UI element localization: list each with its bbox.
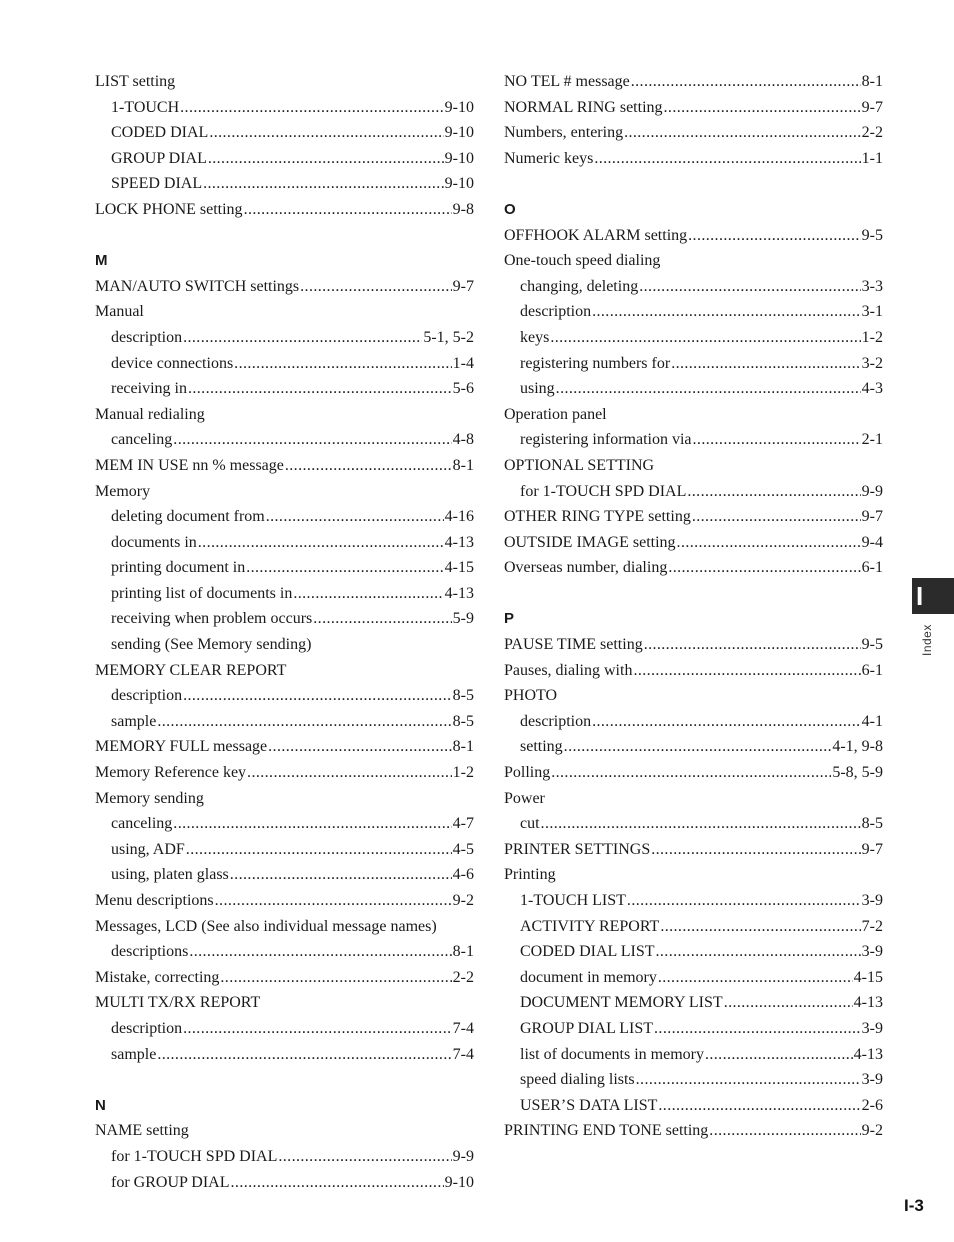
index-entry [504,862,883,888]
entry-term: using, ADF [111,840,185,858]
index-entry [95,965,474,991]
index-subentry [504,965,883,991]
entry-page-ref: 9-9 [861,482,883,500]
entry-term: DOCUMENT MEMORY LIST [520,994,723,1012]
section-letter: O [504,200,516,218]
entry-term: Manual redialing [95,405,205,423]
entry-page-ref: 4-8 [452,431,474,449]
dot-leader [230,862,452,888]
index-subentry [95,530,474,556]
dot-leader [677,530,861,556]
entry-page-ref: 4-7 [452,815,474,833]
index-subentry [504,1016,883,1042]
dot-leader [188,376,452,402]
index-subentry [95,1016,474,1042]
index-subentry [95,1170,474,1196]
dot-leader [651,837,860,863]
index-subentry [95,811,474,837]
entry-term: CODED DIAL LIST [520,943,655,961]
entry-term: list of documents in memory [520,1045,704,1063]
index-subentry [95,862,474,888]
entry-page-ref: 9-5 [861,226,883,244]
dot-leader [313,606,451,632]
dot-leader [157,709,451,735]
index-entry [95,786,474,812]
index-subentry [95,95,474,121]
section-letter: N [95,1096,106,1114]
index-entry [504,683,883,709]
dot-leader [173,427,451,453]
entry-page-ref: 1-2 [452,764,474,782]
dot-leader [671,351,860,377]
dot-leader [183,1016,452,1042]
dot-leader [209,120,443,146]
section-gap [95,1067,474,1093]
dot-leader [594,146,860,172]
dot-leader [627,888,861,914]
entry-term: registering numbers for [520,354,671,372]
dot-leader [556,376,861,402]
entry-term: SPEED DIAL [111,175,203,193]
entry-page-ref: 9-5 [861,636,883,654]
entry-term: PRINTER SETTINGS [504,840,651,858]
entry-page-ref: 8-1 [861,73,883,90]
entry-term: sample [111,712,157,730]
index-subentry [504,888,883,914]
entry-term: deleting document from [111,508,265,526]
entry-term: documents in [111,533,197,551]
dot-leader [658,1093,860,1119]
entry-page-ref: 4-1 [861,712,883,730]
entry-page-ref: 4-15 [444,559,474,577]
entry-term: sample [111,1045,157,1063]
dot-leader [654,1016,861,1042]
index-subentry [504,914,883,940]
entry-term: for 1-TOUCH SPD DIAL [520,482,687,500]
index-subentry [95,351,474,377]
index-subentry [95,606,474,632]
entry-term: using [520,380,555,398]
dot-leader [687,479,860,505]
entry-term: device connections [111,354,234,372]
index-entry [95,990,474,1016]
entry-term: GROUP DIAL LIST [520,1019,654,1037]
dot-leader [644,632,861,658]
index-subentry [504,427,883,453]
entry-term: LOCK PHONE setting [95,200,243,218]
entry-page-ref: 4-5 [452,840,474,858]
entry-page-ref: 4-6 [452,866,474,884]
entry-term: LIST setting [95,73,176,90]
entry-term: Mistake, correcting [95,968,220,986]
index-entry [95,299,474,325]
dot-leader [660,914,860,940]
index-subentry [95,1042,474,1068]
index-subentry [95,120,474,146]
index-entry [95,197,474,223]
entry-term: speed dialing lists [520,1071,635,1089]
index-subentry [504,939,883,965]
entry-term: CODED DIAL [111,124,209,142]
dot-leader [639,274,860,300]
entry-page-ref: 1-2 [861,328,883,346]
index-subentry [504,479,883,505]
index-entry [504,402,883,428]
dot-leader [278,1144,451,1170]
entry-term: OFFHOOK ALARM setting [504,226,688,244]
index-subentry [95,376,474,402]
entry-term: Memory sending [95,789,204,807]
dot-leader [189,939,451,965]
entry-term: description [111,328,183,346]
entry-term: OUTSIDE IMAGE setting [504,533,676,551]
index-entry [95,734,474,760]
dot-leader [631,69,861,95]
index-entry [95,760,474,786]
entry-term: OPTIONAL SETTING [504,456,655,474]
entry-term: One-touch speed dialing [504,252,661,270]
index-subentry [504,734,883,760]
index-subentry [504,1093,883,1119]
entry-page-ref: 9-7 [452,277,474,295]
index-entry [504,530,883,556]
entry-term: cut [520,815,540,833]
section-tab: I [912,578,954,614]
entry-page-ref: 5-8, 5-9 [832,764,883,782]
page-number: I-3 [904,1196,924,1215]
dot-leader [266,504,444,530]
index-entry [504,504,883,530]
index-entry [504,69,883,95]
index-subentry [504,811,883,837]
index-entry [95,69,474,95]
entry-term: canceling [111,431,173,449]
dot-leader [244,197,452,223]
entry-page-ref: 7-2 [861,917,883,935]
entry-page-ref: 9-7 [861,508,883,526]
entry-term: sending (See Memory sending) [111,636,312,654]
entry-page-ref: 4-15 [853,968,883,986]
index-subentry [504,299,883,325]
index-subentry [95,1144,474,1170]
entry-term: description [520,303,592,321]
entry-page-ref: 3-9 [861,892,883,909]
entry-term: MEMORY CLEAR REPORT [95,661,287,679]
entry-page-ref: 3-2 [861,354,883,372]
entry-term: registering information via [520,431,692,449]
index-entry [504,95,883,121]
dot-leader [300,274,452,300]
index-entry [95,479,474,505]
dot-leader [668,555,860,581]
entry-term: Numeric keys [504,149,594,167]
index-entry [504,837,883,863]
index-entry [504,632,883,658]
entry-term: Operation panel [504,405,607,423]
dot-leader [247,760,452,786]
entry-term: Printing [504,866,556,884]
dot-leader [183,325,422,351]
dot-leader [215,888,452,914]
entry-page-ref: 5-1, 5-2 [423,328,474,346]
entry-term: GROUP DIAL [111,149,207,167]
section-letter: M [95,252,108,270]
entry-page-ref: 9-7 [861,98,883,116]
section-letter: P [504,610,515,628]
index-subentry [95,504,474,530]
entry-term: for GROUP DIAL [111,1173,230,1191]
index-subentry [95,683,474,709]
entry-term: canceling [111,815,173,833]
entry-page-ref: 3-9 [861,1019,883,1037]
entry-term: MEM IN USE nn % message [95,456,284,474]
entry-page-ref: 4-3 [861,380,883,398]
dot-leader [173,811,451,837]
index-subentry [95,581,474,607]
entry-page-ref: 9-10 [444,98,474,116]
entry-page-ref: 9-7 [861,840,883,858]
entry-term: PAUSE TIME setting [504,636,643,654]
entry-term: MEMORY FULL message [95,738,268,756]
dot-leader [664,95,861,121]
dot-leader [688,223,861,249]
entry-term: receiving when problem occurs [111,610,313,628]
dot-leader [709,1118,860,1144]
entry-page-ref: 8-5 [452,712,474,730]
entry-page-ref: 1-4 [452,354,474,372]
entry-page-ref: 4-13 [853,1045,883,1063]
index-entry [504,786,883,812]
index-subentry [95,171,474,197]
index-subentry [504,1042,883,1068]
dot-leader [592,299,861,325]
dot-leader [636,1067,861,1093]
entry-page-ref: 5-9 [452,610,474,628]
dot-leader [550,325,860,351]
index-entry [95,274,474,300]
entry-term: using, platen glass [111,866,229,884]
dot-leader [293,581,443,607]
entry-term: document in memory [520,968,657,986]
entry-term: USER’S DATA LIST [520,1096,658,1114]
entry-page-ref: 8-5 [861,815,883,833]
entry-term: Numbers, entering [504,124,624,142]
dot-leader [624,120,861,146]
entry-page-ref: 4-1, 9-8 [832,738,883,756]
index-subentry [504,351,883,377]
index-entry [504,453,883,479]
entry-term: keys [520,328,550,346]
dot-leader [551,760,831,786]
entry-page-ref: 3-3 [861,277,883,295]
entry-term: Memory Reference key [95,764,247,782]
dot-leader [592,709,861,735]
entry-term: NORMAL RING setting [504,98,663,116]
dot-leader [198,530,444,556]
index-entry [95,658,474,684]
index-entry [95,402,474,428]
index-subentry [95,146,474,172]
index-entry [95,1118,474,1144]
entry-page-ref: 9-10 [444,124,474,142]
entry-page-ref: 8-1 [452,456,474,474]
entry-term: descriptions [111,943,189,961]
entry-term: Messages, LCD (See also individual message names) [95,917,437,935]
entry-page-ref: 4-16 [444,508,474,526]
dot-leader [183,683,452,709]
dot-leader [285,453,452,479]
entry-page-ref: 2-2 [861,124,883,142]
section-gap [95,223,474,249]
entry-term: 1-TOUCH LIST [520,892,626,909]
entry-page-ref: 4-13 [853,994,883,1012]
index-subentry [95,632,474,658]
dot-leader [246,555,443,581]
entry-page-ref: 2-2 [452,968,474,986]
index-entry [504,658,883,684]
entry-page-ref: 4-13 [444,584,474,602]
entry-page-ref: 8-1 [452,738,474,756]
index-subentry [504,709,883,735]
dot-leader [656,939,861,965]
index-entry [504,1118,883,1144]
dot-leader [180,95,444,121]
dot-leader [564,734,832,760]
index-entry [95,888,474,914]
entry-term: description [520,712,592,730]
index-entry [95,453,474,479]
dot-leader [724,990,853,1016]
entry-term: ACTIVITY REPORT [520,917,660,935]
entry-page-ref: 4-13 [444,533,474,551]
dot-leader [231,1170,444,1196]
entry-page-ref: 3-1 [861,303,883,321]
entry-page-ref: 6-1 [861,661,883,679]
entry-term: Polling [504,764,551,782]
entry-term: printing document in [111,559,246,577]
entry-term: description [111,687,183,705]
entry-term: NO TEL # message [504,73,630,90]
entry-term: printing list of documents in [111,584,293,602]
entry-term: NAME setting [95,1122,189,1140]
index-entry [504,555,883,581]
entry-term: Power [504,789,545,807]
index-entry [504,223,883,249]
entry-page-ref: 9-8 [452,200,474,218]
section-gap [504,171,883,197]
entry-page-ref: 5-6 [452,380,474,398]
entry-page-ref: 9-9 [452,1147,474,1165]
entry-term: Manual [95,303,144,321]
index-entry [95,914,474,940]
index-subentry [95,555,474,581]
index-entry [504,146,883,172]
entry-page-ref: 6-1 [861,559,883,577]
entry-page-ref: 9-4 [861,533,883,551]
dot-leader [693,427,861,453]
index-subentry [504,1067,883,1093]
index-subentry [95,325,474,351]
entry-page-ref: 2-1 [861,431,883,449]
index-subentry [504,990,883,1016]
index-column-left [95,69,474,1195]
dot-leader [203,171,444,197]
entry-term: PHOTO [504,687,558,705]
entry-page-ref: 9-2 [861,1122,883,1140]
index-entry [504,760,883,786]
entry-term: MAN/AUTO SWITCH settings [95,277,300,295]
entry-term: description [111,1019,183,1037]
dot-leader [633,658,860,684]
entry-page-ref: 9-2 [452,892,474,909]
entry-term: setting [520,738,563,756]
entry-page-ref: 7-4 [452,1019,474,1037]
section-letter-heading [504,197,883,223]
index-subentry [95,427,474,453]
dot-leader [541,811,861,837]
dot-leader [208,146,444,172]
entry-term: changing, deleting [520,277,639,295]
index-subentry [504,376,883,402]
entry-page-ref: 9-10 [444,175,474,193]
section-letter-heading [95,248,474,274]
entry-page-ref: 9-10 [444,1173,474,1191]
dot-leader [234,351,452,377]
entry-term: Pauses, dialing with [504,661,633,679]
entry-term: Overseas number, dialing [504,559,668,577]
index-subentry [95,709,474,735]
index-entry [504,248,883,274]
index-entry [504,120,883,146]
entry-term: 1-TOUCH [111,98,180,116]
entry-page-ref: 3-9 [861,943,883,961]
entry-page-ref: 3-9 [861,1071,883,1089]
index-column-right [504,69,883,1144]
dot-leader [157,1042,451,1068]
entry-term: Memory [95,482,151,500]
index-subentry [504,325,883,351]
entry-page-ref: 1-1 [861,149,883,167]
entry-term: Menu descriptions [95,892,214,909]
entry-term: MULTI TX/RX REPORT [95,994,261,1012]
section-letter-heading [504,606,883,632]
entry-page-ref: 7-4 [452,1045,474,1063]
entry-term: OTHER RING TYPE setting [504,508,691,526]
index-subentry [504,274,883,300]
section-gap [504,581,883,607]
entry-page-ref: 2-6 [861,1096,883,1114]
section-tab-label: Index [920,624,934,656]
dot-leader [705,1042,853,1068]
entry-page-ref: 9-10 [444,149,474,167]
index-subentry [95,837,474,863]
dot-leader [220,965,451,991]
entry-term: PRINTING END TONE setting [504,1122,709,1140]
index-subentry [95,939,474,965]
entry-term: receiving in [111,380,187,398]
entry-term: for 1-TOUCH SPD DIAL [111,1147,278,1165]
dot-leader [658,965,853,991]
dot-leader [186,837,452,863]
entry-page-ref: 8-1 [452,943,474,961]
dot-leader [268,734,452,760]
entry-page-ref: 8-5 [452,687,474,705]
section-letter-heading [95,1093,474,1119]
dot-leader [692,504,861,530]
